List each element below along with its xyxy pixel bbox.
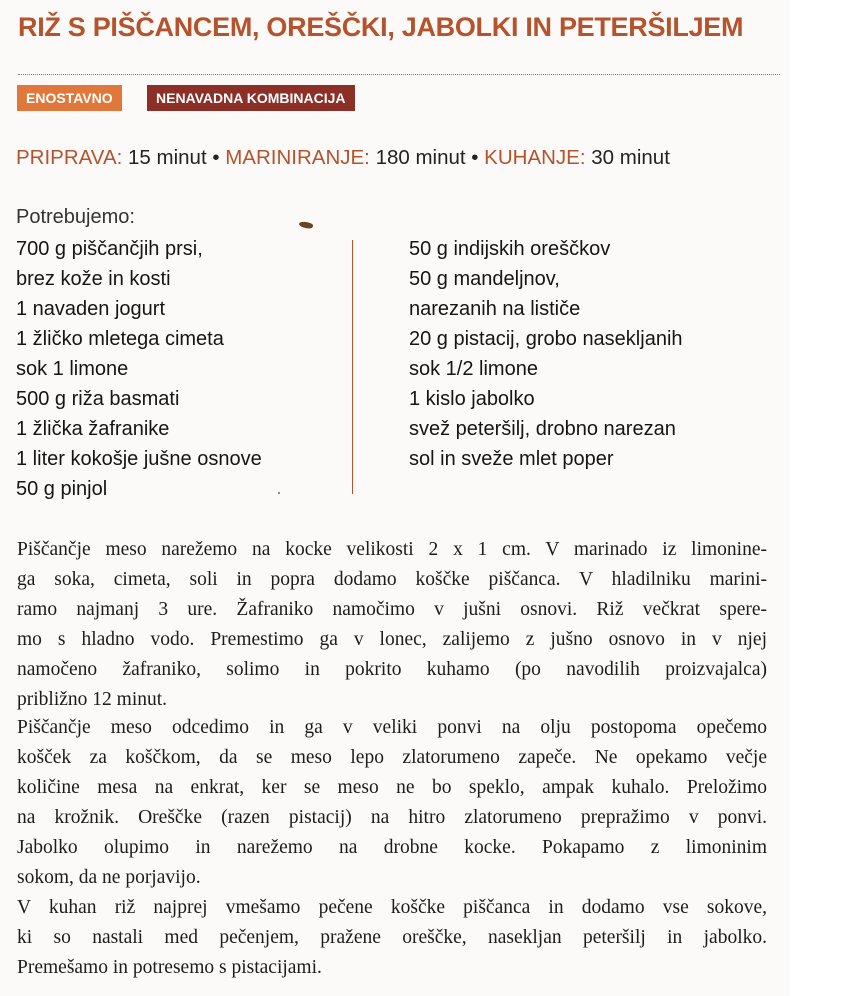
ingredient-item: narezanih na lističe: [409, 298, 581, 320]
instruction-line: približno 12 minut.: [17, 689, 168, 710]
marinate-value: 180 minut •: [369, 146, 485, 169]
badge-category: NENAVADNA KOMBINACIJA: [147, 85, 355, 111]
column-divider: [352, 240, 353, 494]
instruction-line: namočeno žafraniko, solimo in pokrito kuhamo (po navodilih proizvajalca): [17, 659, 767, 680]
ingredient-item: 700 g piščančjih prsi,: [16, 238, 203, 260]
ingredient-item: sol in sveže mlet poper: [409, 448, 614, 470]
instruction-line: Premešamo in potresemo s pistacijami.: [17, 957, 322, 978]
ingredient-item: 50 g pinjol: [16, 478, 108, 500]
ingredient-item: 1 liter kokošje jušne osnove: [16, 448, 262, 470]
title-divider: [18, 74, 780, 75]
ingredient-item: svež peteršilj, drobno narezan: [409, 418, 676, 440]
instructions-paragraph-1: [17, 535, 767, 715]
ingredient-item: 50 g mandeljnov,: [409, 268, 560, 290]
ingredient-item: 1 kislo jabolko: [409, 388, 535, 410]
instruction-line: ga soka, cimeta, soli in popra dodamo koščke piščanca. V hladilniku marini-: [17, 569, 767, 590]
ingredient-item: sok 1/2 limone: [409, 358, 538, 380]
prep-value: 15 minut •: [122, 146, 226, 169]
print-speck: [278, 492, 280, 494]
cook-value: 30 minut: [585, 146, 670, 169]
instruction-line: ramo najmanj 3 ure. Žafraniko namočimo v jušni osnovi. Riž večkrat spere-: [17, 599, 767, 620]
time-info: [16, 146, 670, 170]
ingredient-item: 50 g indijskih oreščkov: [409, 238, 611, 260]
marinate-label: MARINIRANJE:: [225, 146, 370, 169]
ingredient-item: brez kože in kosti: [16, 268, 171, 290]
instruction-line: ki so nastali med pečenjem, pražene oreščke, nasekljan peteršilj in jabolko.: [17, 927, 767, 948]
instruction-line: mo s hladno vodo. Premestimo ga v lonec, zalijemo z jušno osnovo in v njej: [17, 629, 767, 650]
ink-smudge: [299, 221, 314, 230]
ingredient-item: 1 žličko mletega cimeta: [16, 328, 224, 350]
instruction-line: Piščančje meso odcedimo in ga v veliki ponvi na olju postopoma opečemo: [17, 717, 767, 738]
ingredients-left-column: [16, 234, 262, 504]
instruction-line: na krožnik. Oreščke (razen pistacij) na hitro zlatorumeno prepražimo v ponvi.: [17, 807, 767, 828]
ingredients-right-column: [409, 234, 683, 474]
ingredient-item: 500 g riža basmati: [16, 388, 180, 410]
ingredient-item: sok 1 limone: [16, 358, 129, 380]
recipe-title: RIŽ S PIŠČANCEM, OREŠČKI, JABOLKI IN PETERŠILJEM: [18, 12, 744, 42]
instruction-line: sokom, da ne porjavijo.: [17, 867, 201, 888]
instruction-line: košček za koščkom, da se meso lepo zlatorumeno zapeče. Ne opekamo večje: [17, 747, 767, 768]
ingredient-item: 1 navaden jogurt: [16, 298, 166, 320]
prep-label: PRIPRAVA:: [16, 146, 123, 169]
instruction-line: količine mesa na enkrat, ker se meso ne bo speklo, ampak kuhalo. Preložimo: [17, 777, 767, 798]
cook-label: KUHANJE:: [484, 146, 586, 169]
ingredient-item: 20 g pistacij, grobo nasekljanih: [409, 328, 683, 350]
ingredient-item: 1 žlička žafranike: [16, 418, 170, 440]
instruction-line: Jabolko olupimo in narežemo na drobne kocke. Pokapamo z limoninim: [17, 837, 767, 858]
instruction-line: V kuhan riž najprej vmešamo pečene koščke piščanca in dodamo vse sokove,: [17, 897, 767, 918]
instruction-line: Piščančje meso narežemo na kocke velikosti 2 x 1 cm. V marinado iz limonine-: [17, 539, 767, 560]
instructions-paragraph-3: [17, 893, 767, 983]
instructions-paragraph-2: [17, 713, 767, 893]
ingredients-heading: Potrebujemo:: [16, 206, 135, 228]
badge-difficulty: ENOSTAVNO: [17, 85, 122, 111]
